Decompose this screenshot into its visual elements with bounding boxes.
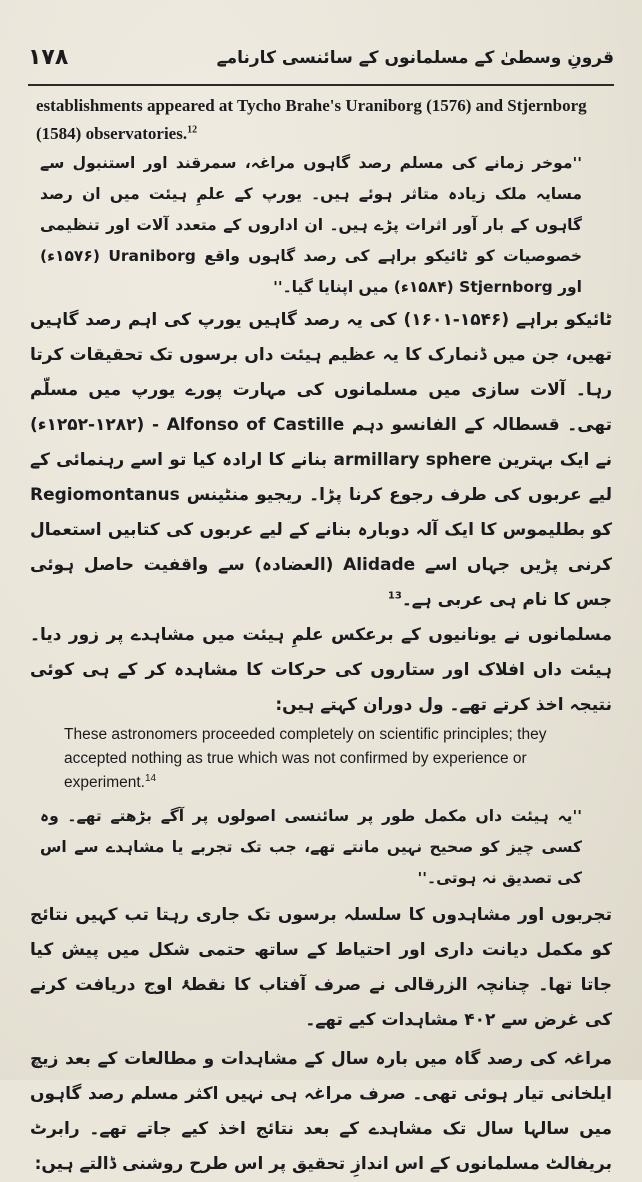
urdu-translation-2: ''یہ ہیئت داں مکمل طور پر سائنسی اصولوں پر آگے بڑھتے تھے۔ وہ کسی چیز کو صحیح نہیں مانتے تھے، جب تک تجربے یا مشاہدے سے اس کی تصدیق نہ ہوتی۔'' <box>40 807 582 887</box>
urdu-paragraph-observation: مسلمانوں نے یونانیوں کے برعکس علمِ ہیئت میں مشاہدے پر زور دیا۔ ہیئت داں افلاک اور ستاروں کی حرکات کا مشاہدہ کر کے ہی کوئی نتیجہ اخذ کرتے تھے۔ ول دوران کہتے ہیں: <box>30 625 612 715</box>
english-passage-1 <box>36 92 612 148</box>
urdu-paragraph-zarqali: تجربوں اور مشاہدوں کا سلسلہ برسوں تک جاری رہتا تب کہیں نتائج کو مکمل دیانت داری اور احتیاط کے ساتھ حتمی شکل میں پیش کیا جاتا تھا۔ چنانچہ الزرقالی نے صرف آفتاب کا نقطۂ اوج دریافت کرنے کی غرض سے ۴۰۲ مشاہدات کیے تھے۔ <box>30 905 612 1030</box>
page-body <box>30 92 613 1174</box>
urdu-translation-1: ''موخر زمانے کی مسلم رصد گاہوں مراغہ، سمرقند اور استنبول سے مسایہ ملک زیادہ متاثر ہوئے ہیں۔ یورپ کے علمِ ہیئت میں ان رصد گاہوں کے بار آور اثرات پڑے ہیں۔ ان اداروں کے متعدد آلات اور تنظیمی خصوصیات کو ٹائیکو براہے کی رصد گاہوں واقع Uraniborg (۱۵۷۶ء) اور Stjernborg (۱۵۸۴ء) میں اپنایا گیا۔'' <box>40 154 582 296</box>
english-quote-durant <box>64 723 612 795</box>
running-head: قرونِ وسطیٰ کے مسلمانوں کے سائنسی کارنامے <box>216 47 614 68</box>
header-rule <box>28 84 614 86</box>
urdu-paragraph-tycho-text: ٹائیکو براہے (۱۵۴۶-۱۶۰۱) کی یہ رصد گاہیں یورپ کی اہم رصد گاہیں تھیں، جن میں ڈنمارک کا یہ عظیم ہیئت داں برسوں تک تحقیقات کرتا رہا۔ آلات سازی میں مسلمانوں کی مہارت پورے یورپ میں مسلّم تھی۔ قسطالہ کے الفانسو دہم Alfonso of Castille - (۱۲۵۲-۱۲۸۲ء) نے ایک بہترین armillary sphere بنانے کا ارادہ کیا تو اسے رہنمائی کے لیے عربوں کی طرف رجوع کرنا پڑا۔ ریجیو منٹینس Regiomontanus کو بطلیموس کا ایک آلہ دوبارہ بنانے کے لیے عربوں کی کتابیں استعمال کرنی پڑیں جہاں اسے Alidade (العضادہ) سے واقفیت حاصل ہوئی جس کا نام ہی عربی ہے۔ <box>30 310 613 610</box>
footnote-13: 13 <box>387 590 402 602</box>
english-quote-text: These astronomers proceeded completely on scientific principles; they accepted nothing as true which was not confirmed by experience or experiment. <box>64 726 547 791</box>
english-passage-1-text: establishments appeared at Tycho Brahe's Uraniborg (1576) and Stjernborg (1584) observatories. <box>36 96 587 143</box>
urdu-paragraph-tycho <box>30 303 612 618</box>
footnote-12: 12 <box>187 124 198 136</box>
footnote-14: 14 <box>144 772 157 784</box>
page-header <box>28 38 614 76</box>
page-number: ۱۷۸ <box>28 44 69 70</box>
urdu-paragraph-maragha: مراغہ کی رصد گاہ میں بارہ سال کے مشاہدات و مطالعات کے بعد زیچ ایلخانی تیار ہوئی تھی۔ صرف مراغہ ہی نہیں اکثر مسلم رصد گاہوں میں سالہا سال تک مشاہدے کے بعد نتائج اخذ کیے جاتے تھے۔ رابرٹ بریفالٹ مسلمانوں کے اس اندازِ تحقیق پر اس طرح روشنی ڈالتے ہیں: <box>30 1049 612 1174</box>
